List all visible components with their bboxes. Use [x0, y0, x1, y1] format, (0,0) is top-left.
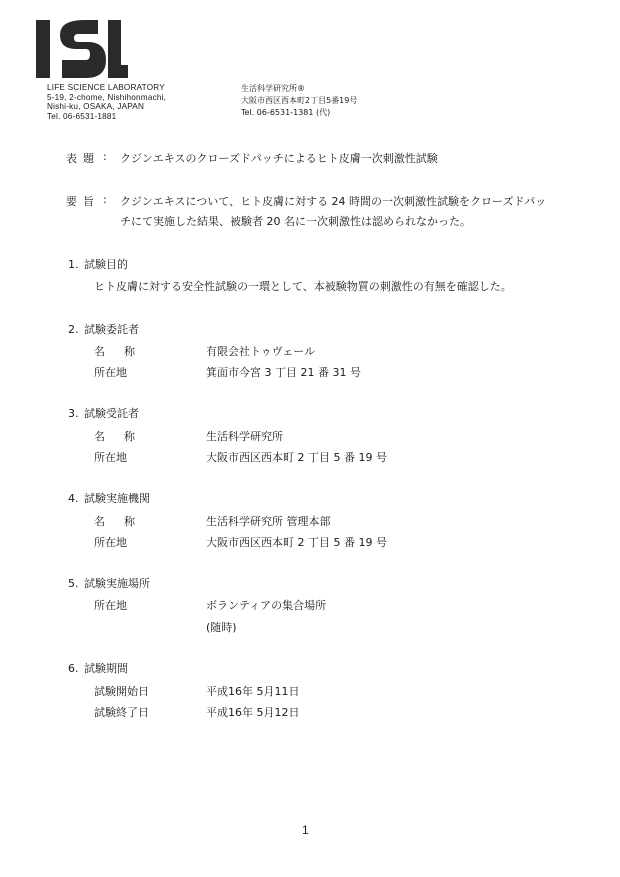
section-2-addr: 箕面市今宮 3 丁目 21 番 31 号 [206, 366, 361, 379]
section-6-end-label: 試験終了日 [94, 706, 149, 719]
section-5-addr-note: (随時) [206, 621, 237, 634]
title-label: 表題 [66, 152, 100, 165]
section-4-addr: 大阪市西区西本町 2 丁目 5 番 19 号 [206, 536, 387, 549]
section-4-title: 4. 試験実施機関 [68, 492, 150, 505]
section-3-addr: 大阪市西区西本町 2 丁目 5 番 19 号 [206, 451, 387, 464]
section-5-title: 5. 試験実施場所 [68, 577, 150, 590]
section-3-addr-label: 所在地 [94, 451, 127, 464]
section-1-title: 1. 試験目的 [68, 258, 128, 271]
section-2-name-label: 名称 [94, 345, 154, 358]
section-2-title: 2. 試験委託者 [68, 323, 139, 336]
summary-line-2: チにて実施した結果、被験者 20 名に一次刺激性は認められなかった。 [120, 215, 471, 228]
section-3-title: 3. 試験受託者 [68, 407, 139, 420]
title-sep: : [103, 150, 107, 163]
lab-info-jp [241, 83, 357, 119]
section-5-addr: ボランティアの集合場所 [206, 599, 327, 612]
section-6-start-label: 試験開始日 [94, 685, 149, 698]
section-6-title: 6. 試験期間 [68, 662, 128, 675]
lab-name-jp: 生活科学研究所® [241, 84, 305, 93]
address-en-line1: 5-19, 2-chome, Nishihonmachi, [47, 92, 167, 102]
section-4-name: 生活科学研究所 管理本部 [206, 515, 331, 528]
page-number: 1 [302, 823, 309, 837]
section-6-end: 平成16年 5月12日 [206, 706, 300, 719]
tel-en: Tel. 06-6531-1881 [47, 111, 117, 121]
isl-logo [36, 20, 128, 78]
section-1-text: ヒト皮膚に対する安全性試験の一環として、本被験物質の刺激性の有無を確認した。 [94, 280, 512, 293]
section-2-name: 有限会社トゥヴェール [206, 345, 316, 358]
section-3-name: 生活科学研究所 [206, 430, 283, 443]
lab-info-en [47, 83, 166, 121]
summary-line-1: クジンエキスについて、ヒト皮膚に対する 24 時間の一次刺激性試験をクローズドパッ [120, 195, 547, 208]
section-2-addr-label: 所在地 [94, 366, 127, 379]
summary-sep: : [103, 193, 107, 206]
section-4-addr-label: 所在地 [94, 536, 127, 549]
section-5-addr-label: 所在地 [94, 599, 127, 612]
section-4-name-label: 名称 [94, 515, 154, 528]
summary-label: 要旨 [66, 195, 100, 208]
address-jp: 大阪市西区西本町2丁目5番19号 [241, 96, 358, 105]
document-title: クジンエキスのクローズドパッチによるヒト皮膚一次刺激性試験 [120, 152, 438, 165]
lab-name-en: LIFE SCIENCE LABORATORY [47, 83, 165, 92]
tel-jp: Tel. 06-6531-1381 (代) [241, 108, 331, 117]
address-en-line2: Nishi-ku, OSAKA, JAPAN [47, 102, 145, 112]
section-3-name-label: 名称 [94, 430, 154, 443]
section-6-start: 平成16年 5月11日 [206, 685, 300, 698]
